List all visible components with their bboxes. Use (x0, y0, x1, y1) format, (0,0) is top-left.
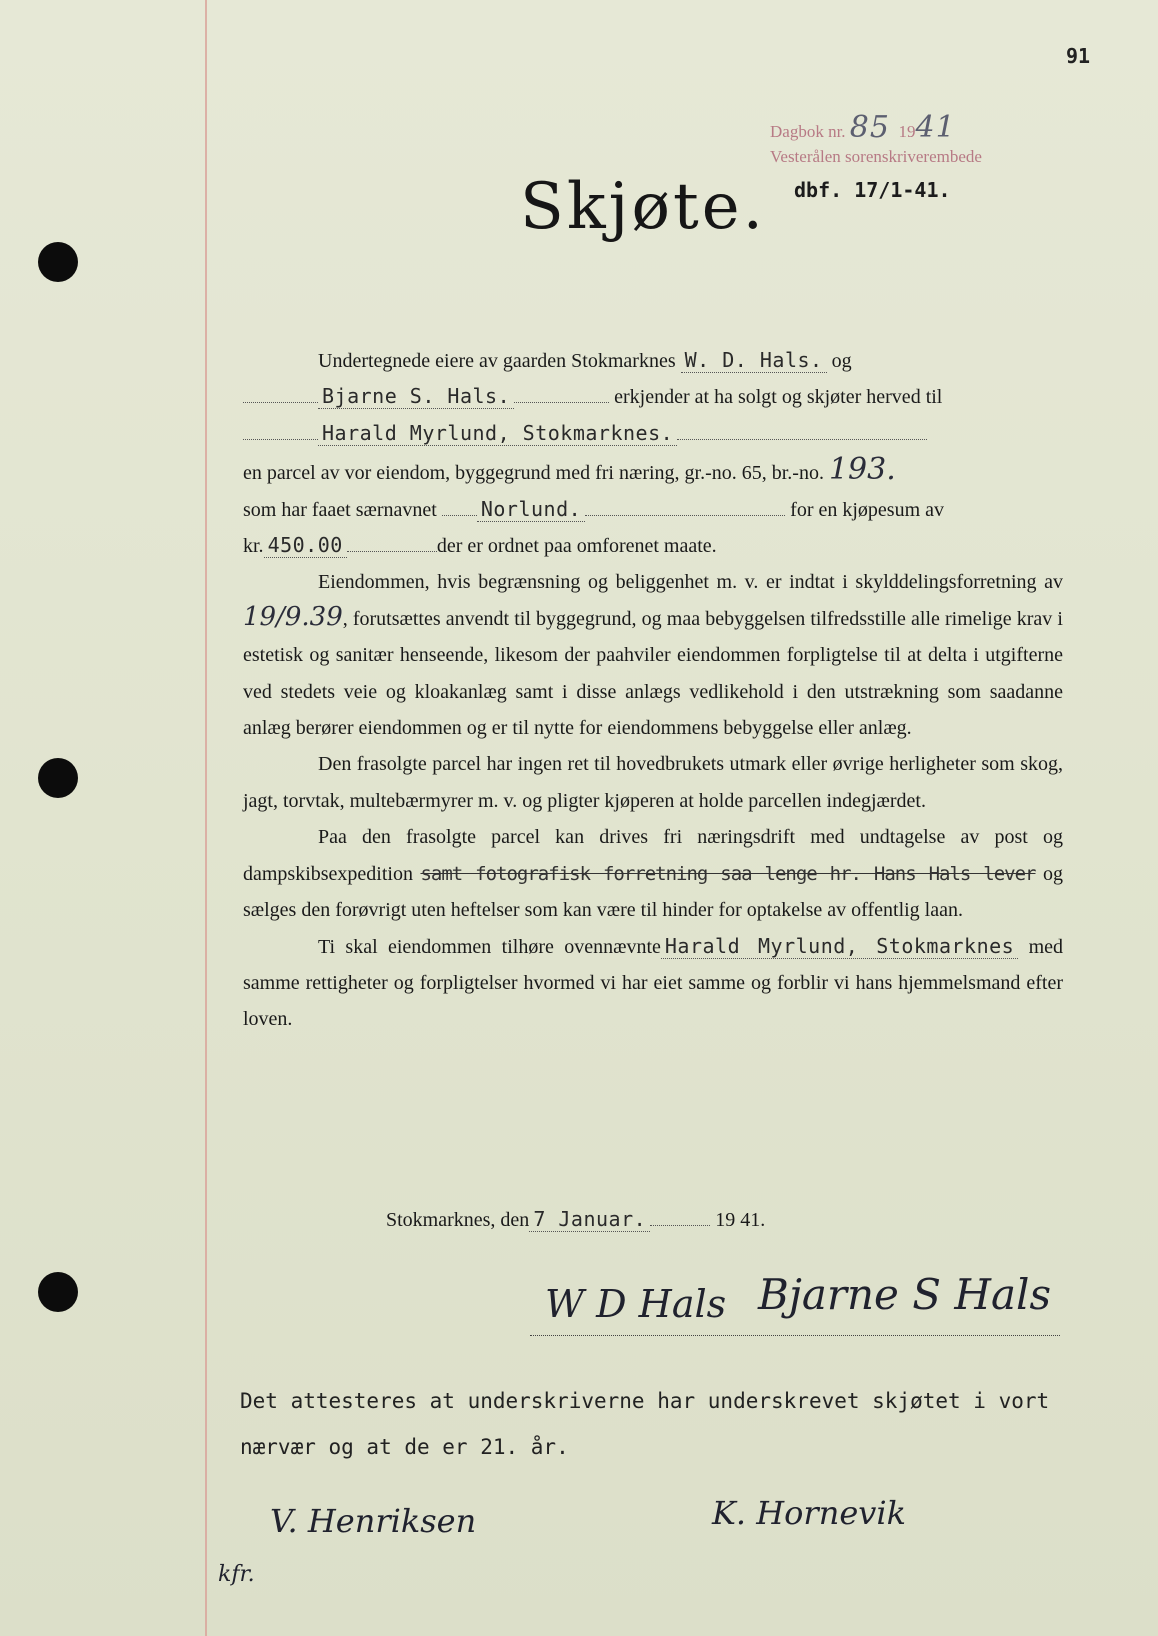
signing-date: 7 Januar. (529, 1207, 650, 1232)
paragraph-2: Eiendommen, hvis begrænsning og beliggenhet m. v. er indtat i skylddelingsforretning av 19/9.39, forutsættes anvendt til byggegrund, og maa bebyggelsen tilfredsstille alle rimelige krav i estetisk og sanitær henseende, likesom der paahviler eiendommen forpligtelse til at delta i utgifterne ved stedets veie og kloakanlæg samt i disse anlægs vedlikehold i den utstrækning som saadanne anlæg berører eiendommen og er til nytte for eiendommens bebyggelse eller anlæg. (243, 571, 1063, 740)
owner-2: Bjarne S. Hals. (318, 384, 514, 409)
partition-date: 19/9.39 (243, 601, 343, 632)
stamp-prefix: Dagbok nr. (770, 122, 846, 141)
paragraph-5: Ti skal eiendommen tilhøre ovennævnte Harald Myrlund, Stokmarknes med samme rettigheter og forpligtelser hvormed vi har eiet samme og forblir vi hans hjemmelsmand efter loven. (243, 933, 1063, 1031)
buyer-name: Harald Myrlund, Stokmarknes. (318, 421, 677, 446)
struck-text: samt fotografisk forretning saa lenge hr. Hans Hals lever (420, 862, 1036, 885)
punch-hole-top (38, 242, 78, 282)
witness-2: K. Hornevik (712, 1494, 906, 1532)
purchase-price: 450.00 (264, 533, 347, 558)
document-title: Skjøte. (520, 170, 766, 244)
witness-initials: kfr. (218, 1562, 255, 1587)
br-number: 193. (828, 452, 896, 488)
dateline: Stokmarknes, den 7 Januar. 19 41. (386, 1207, 766, 1231)
attestation: Det attesteres at underskriverne har underskrevet skjøtet i vort nærvær og at de er 21. år. (240, 1389, 1050, 1459)
signature-1: W D Hals (545, 1282, 727, 1326)
witness-1: V. Henriksen (270, 1502, 477, 1540)
stamp-number: 85 (849, 110, 890, 145)
owner-1: W. D. Hals. (681, 348, 827, 373)
stamp-year: 41 (915, 110, 956, 145)
deed-body (243, 343, 1063, 1038)
signature-2: Bjarne S Hals (758, 1270, 1052, 1319)
registry-stamp: Dagbok nr. 85 1941 Vesterålen sorenskriverembede (770, 110, 1070, 169)
signature-line (530, 1335, 1060, 1336)
paragraph-4: Paa den frasolgte parcel kan drives fri næringsdrift med undtagelse av post og dampskibsexpedition samt fotografisk forretning saa lenge hr. Hans Hals lever og sælges den forøvrigt uten heftelser som kan være til hinder for optakelse av offentlig laan. (243, 826, 1063, 922)
paragraph-3: Den frasolgte parcel har ingen ret til hovedbrukets utmark eller øvrige herligheter som skog, jagt, torvtak, multebærmyrer m. v. og pligter kjøperen at holde parcellen indegjærdet. (243, 753, 1063, 812)
stamp-office: Vesterålen sorenskriverembede (770, 147, 982, 166)
page-number: 91 (1066, 44, 1091, 68)
punch-hole-bottom (38, 1272, 78, 1312)
buyer-name-2: Harald Myrlund, Stokmarknes (661, 934, 1018, 959)
punch-hole-middle (38, 758, 78, 798)
paragraph-1: Undertegnede eiere av gaarden Stokmarknes W. D. Hals. og Bjarne S. Hals. erkjender at ha solgt og skjøter herved til Harald Myrlund, Stokmarknes. en parcel av vor eiendom, byggegrund med fri næring, gr.-no. 65, br.-no. 193. som har faaet særnavnet Norlund. for en kjøpesum av kr. 450.00 der er ordnet paa omforenet maate. (243, 348, 945, 558)
registration-note: dbf. 17/1-41. (794, 178, 951, 202)
property-name: Norlund. (477, 497, 585, 522)
margin-rule (205, 0, 207, 1636)
